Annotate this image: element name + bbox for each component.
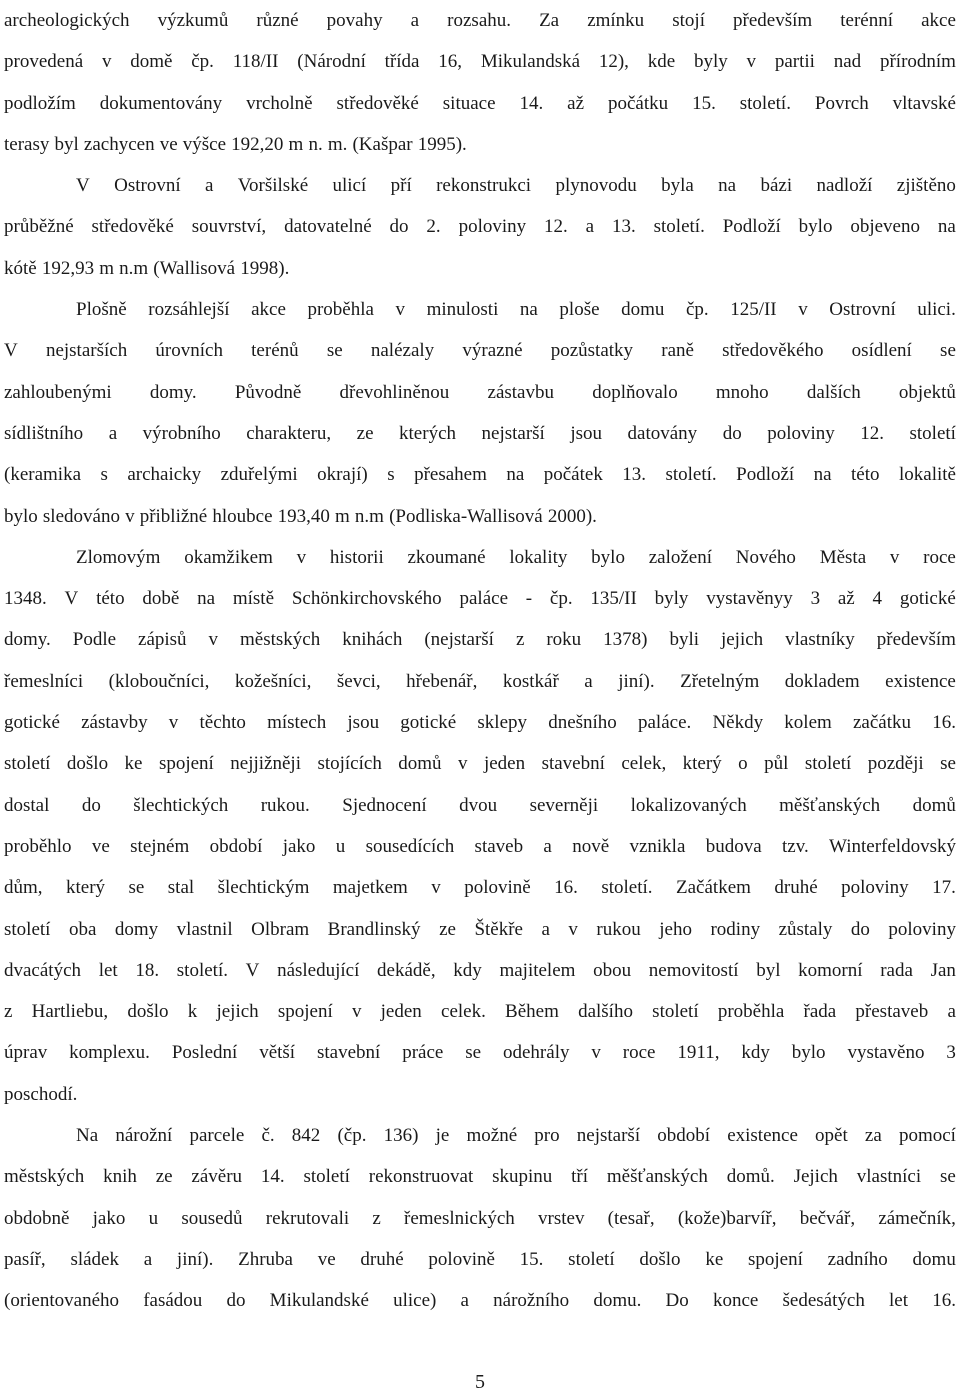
text-line: Na nárožní parcele č. 842 (čp. 136) je možné pro nejstarší období existence opět za pomocí [76,1125,956,1147]
text-line: úprav komplexu. Poslední větší stavební práce se odehrály v roce 1911, kdy bylo vystavěno 3 [4,1042,956,1064]
text-line: gotické zástavby v těchto místech jsou gotické sklepy dnešního paláce. Někdy kolem začátku 16. [4,712,956,734]
text-line: V Ostrovní a Voršilské ulicí pří rekonstrukci plynovodu byla na bázi nadloží zjištěno [76,175,956,197]
text-line: (keramika s archaicky zduřelými okrají) s přesahem na počátek 13. století. Podloží na této lokalitě [4,464,956,486]
paragraph [4,1115,956,1321]
text-line: řemeslníci (kloboučníci, kožešníci, ševci, hřebenář, kostkář a jiní). Zřetelným dokladem existence [4,670,956,692]
text-line: dvacátých let 18. století. V následující dekádě, kdy majitelem obou nemovitostí byl komorní rada Jan [4,959,956,981]
text-line: dům, který se stal šlechtickým majetkem v polovině 16. století. Začátkem druhé poloviny 17. [4,877,956,899]
text-line: terasy byl zachycen ve výšce 192,20 m n. m. (Kašpar 1995). [4,133,467,155]
paragraph [4,0,956,165]
text-line: pasíř, sládek a jiní). Zhruba ve druhé polovině 15. století došlo ke spojení zadního domu [4,1248,956,1270]
text-line: provedená v domě čp. 118/II (Národní třída 16, Mikulandská 12), kde byly v partii nad přírodním [4,51,956,73]
text-line: proběhlo ve stejném období jako u sousedících staveb a nově vznikla budova tzv. Winterfeldovský [4,835,956,857]
document-body [4,0,956,1322]
text-line: obdobně jako u sousedů rekrutovali z řemeslnických vrstev (tesař, (kože)barvíř, bečvář, zámečník, [4,1207,956,1229]
text-line: zahloubenými domy. Původně dřevohliněnou zástavbu doplňovalo mnoho dalších objektů [4,381,956,403]
text-line: průběžné středověké souvrství, datovatelné do 2. poloviny 12. a 13. století. Podloží bylo objeveno na [4,216,956,238]
text-line: století oba domy vlastnil Olbram Brandlinský ze Štěkře a v rukou jeho rodiny zůstaly do poloviny [4,918,956,940]
paragraph [4,537,956,1115]
text-line: 1348. V této době na místě Schönkirchovského paláce - čp. 135/II byly vystavěnyy 3 až 4 gotické [4,588,956,610]
page-number: 5 [475,1371,485,1393]
text-line: podložím dokumentovány vrcholně středověké situace 14. až počátku 15. století. Povrch vltavské [4,92,956,114]
text-line: (orientovaného fasádou do Mikulandské ulice) a nárožního domu. Do konce šedesátých let 16. [4,1290,956,1312]
text-line: století došlo ke spojení nejjižněji stojících domů v jeden stavební celek, který o půl století později se [4,753,956,775]
text-line: domy. Podle zápisů v městských knihách (nejstarší z roku 1378) byli jejich vlastníky především [4,629,956,651]
text-line: V nejstarších úrovních terénů se nalézaly výrazné pozůstatky raně středověkého osídlení se [4,340,956,362]
text-line: Plošně rozsáhlejší akce proběhla v minulosti na ploše domu čp. 125/II v Ostrovní ulici. [76,299,956,321]
text-line: městských knih ze závěru 14. století rekonstruovat skupinu tří měšťanských domů. Jejich vlastníci se [4,1166,956,1188]
text-line: Zlomovým okamžikem v historii zkoumané lokality bylo založení Nového Města v roce [76,546,956,568]
text-line: poschodí. [4,1083,78,1105]
text-line: z Hartliebu, došlo k jejich spojení v jeden celek. Během dalšího století proběhla řada přestaveb a [4,1001,956,1023]
paragraph [4,165,956,289]
text-line: dostal do šlechtických rukou. Sjednocení dvou severněji lokalizovaných měšťanských domů [4,794,956,816]
text-line: archeologických výzkumů různé povahy a rozsahu. Za zmínku stojí především terénní akce [4,10,956,31]
text-line: sídlištního a výrobního charakteru, ze kterých nejstarší jsou datovány do poloviny 12. století [4,422,956,444]
text-line: bylo sledováno v přibližné hloubce 193,40 m n.m (Podliska-Wallisová 2000). [4,505,597,527]
text-line: kótě 192,93 m n.m (Wallisová 1998). [4,257,290,279]
paragraph [4,289,956,537]
